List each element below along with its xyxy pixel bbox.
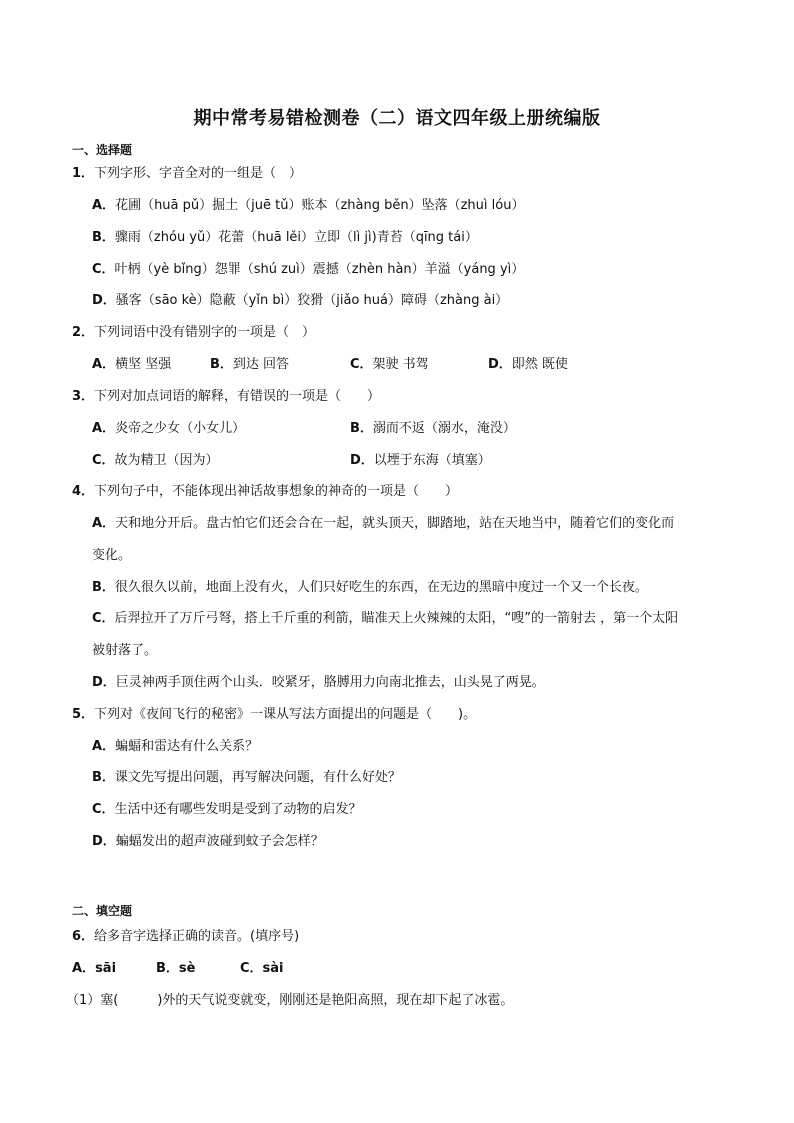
question-text: 下列字形、字音全对的一组是（ ） [94,166,303,181]
page-title: 期中常考易错检测卷（二）语文四年级上册统编版 [193,108,601,129]
q2-option-b: B．到达 回答 [210,357,290,372]
question-number: 2． [72,325,95,340]
question-text: 下列词语中没有错别字的一项是（ ） [94,325,316,340]
q4-option-a-continued: 变化。 [92,548,132,563]
q2-option-c: C．架驶 书驾 [350,357,429,372]
question-number: 5． [72,707,95,722]
q5-option-d: D．蝙蝠发出的超声波碰到蚊子会怎样？ [92,834,324,849]
q2-option-d: D．即然 既使 [488,357,568,372]
question-text: 下列对加点词语的解释，有错误的一项是（ ） [94,389,381,404]
question-text: 下列对《夜间飞行的秘密》一课从写法方面提出的问题是（ )。 [94,707,477,722]
q1-option-d: D．骚客（sāo kè）隐蔽（yǐn bì）狡猾（jiǎo huá）障碍（zhàng ài） [92,293,509,308]
q3-option-a: A．炎帝之少女（小女儿） [92,421,246,436]
question-4 [72,482,458,502]
question-number: 4． [72,484,95,499]
question-2 [72,323,315,343]
q6-choice-b: B．sè [156,961,196,976]
q5-option-b: B．课文先写提出问题，再写解决问题，有什么好处？ [92,770,401,785]
q1-option-c: C．叶柄（yè bǐng）怨罪（shú zuì）震撼（zhèn hàn）羊溢（yáng yì） [92,262,525,277]
question-6 [72,927,299,947]
q2-option-a: A．横坚 坚强 [92,357,172,372]
q6-choice-a: A．sāi [72,961,117,976]
q1-option-b: B．骤雨（zhóu yǔ）花蕾（huā lěi）立即（lì jì)青苔（qīng tái） [92,230,478,245]
q3-option-b: B．溺而不返（溺水，淹没） [350,421,516,436]
question-1 [72,164,302,184]
q4-option-a: A．天和地分开后。盘古怕它们还会合在一起，就头顶天，脚踏地，站在天地当中，随着它们的变化而 [92,516,675,531]
q4-option-b: B．很久很久以前，地面上没有火，人们只好吃生的东西，在无边的黑暗中度过一个又一个长夜。 [92,580,648,595]
question-5 [72,705,476,725]
q6-choice-c: C．sài [240,961,284,976]
question-number: 3． [72,389,95,404]
q4-option-c: C．后羿拉开了万斤弓弩，搭上千斤重的利箭，瞄准天上火辣辣的太阳，“嗖”的一箭射去 ，第一个太阳 [92,611,679,626]
q3-option-c: C．故为精卫（因为） [92,453,219,468]
q1-option-a: A．花圃（huā pǔ）掘土（juē tǔ）账本（zhàng běn）坠落（zhuì lóu） [92,198,525,213]
q4-option-c-continued: 被射落了。 [92,643,158,658]
question-3 [72,387,380,407]
q3-option-d: D．以堙于东海（填塞） [350,453,491,468]
question-number: 6． [72,929,95,944]
q5-option-a: A．蝙蝠和雷达有什么关系？ [92,739,259,754]
question-number: 1． [72,166,95,181]
section-heading-fill-in: 二、填空题 [72,904,133,918]
q5-option-c: C．生活中还有哪些发明是受到了动物的启发？ [92,802,362,817]
q6-sub-1: （1）塞( )外的天气说变就变，刚刚还是艳阳高照，现在却下起了冰雹。 [66,993,514,1008]
q4-option-d: D．巨灵神两手顶住两个山头．咬紧牙，胳膊用力向南北推去，山头晃了两晃。 [92,675,545,690]
section-heading-choice: 一、选择题 [72,143,133,157]
question-text: 给多音字选择正确的读音。(填序号) [94,929,300,944]
question-text: 下列句子中，不能体现出神话故事想象的神奇的一项是（ ） [94,484,459,499]
